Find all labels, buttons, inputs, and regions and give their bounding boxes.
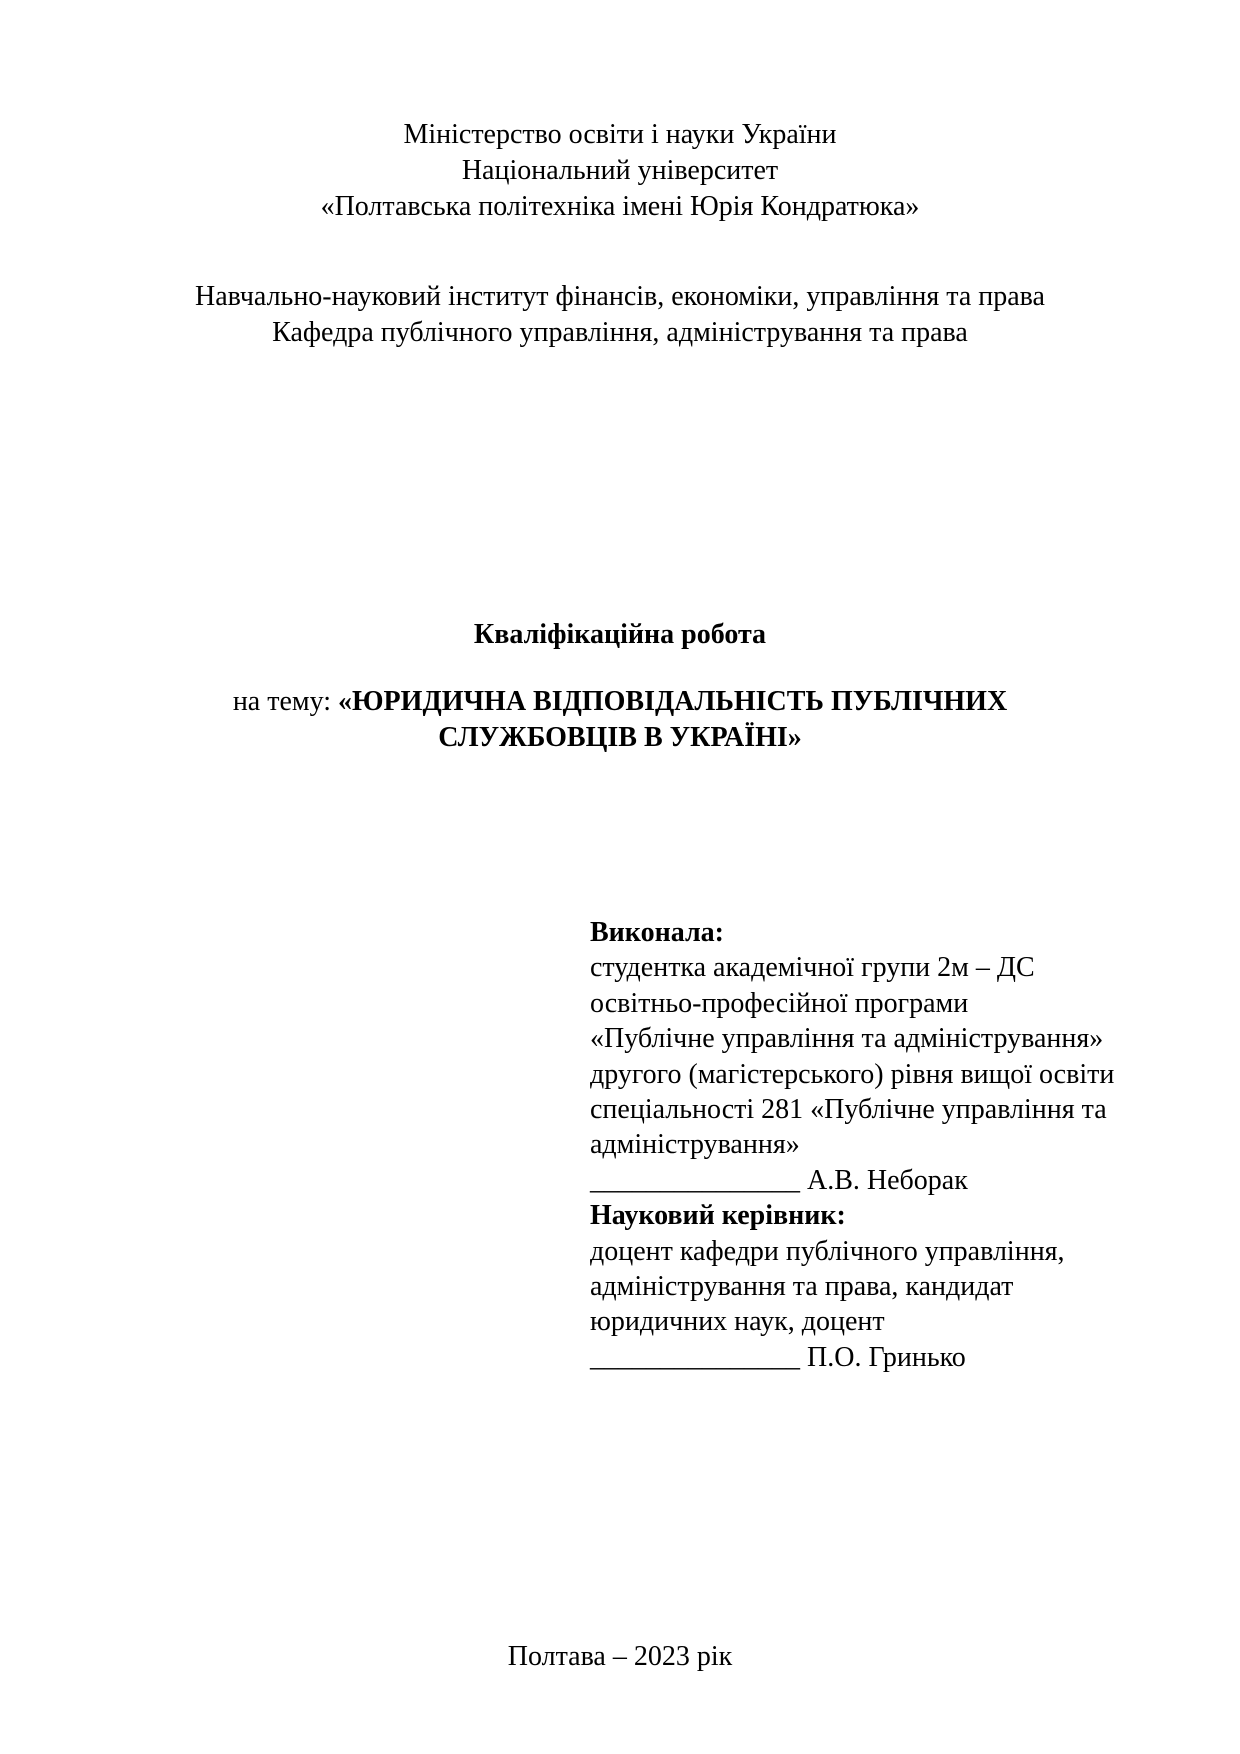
city-year: Полтава – 2023 рік <box>507 1641 733 1672</box>
author-signature: _______________ А.В. Неборак <box>590 1164 968 1196</box>
topic-block <box>0 684 1240 756</box>
work-type-label: Кваліфікаційна робота <box>473 619 767 650</box>
supervisor-line: адміністрування та права, кандидат <box>590 1271 1014 1303</box>
supervisor-signature: _______________ П.О. Гринько <box>590 1341 966 1373</box>
author-label: Виконала: <box>590 917 724 948</box>
footer <box>0 1639 1240 1675</box>
university-name-line1: Національний університет <box>461 155 779 186</box>
authors-block <box>590 915 1210 1375</box>
author-line: другого (магістерського) рівня вищої освіти <box>590 1058 1115 1090</box>
institute-name: Навчально-науковий інститут фінансів, економіки, управління та права <box>195 281 1045 312</box>
author-line: «Публічне управління та адміністрування» <box>590 1023 1104 1055</box>
supervisor-line: юридичних наук, доцент <box>590 1306 885 1338</box>
supervisor-line: доцент кафедри публічного управління, <box>590 1235 1065 1267</box>
supervisor-label: Науковий керівник: <box>590 1200 846 1232</box>
author-line: спеціальності 281 «Публічне управління та <box>590 1094 1107 1126</box>
institute-block <box>0 279 1240 351</box>
topic-prefix: на тему: <box>232 686 339 717</box>
topic-title-line1: «ЮРИДИЧНА ВІДПОВІДАЛЬНІСТЬ ПУБЛІЧНИХ <box>338 686 1008 717</box>
university-name-line2: «Полтавська політехніка імені Юрія Кондратюка» <box>320 191 920 222</box>
work-type <box>0 617 1240 653</box>
author-line: освітньо-професійної програми <box>590 987 969 1019</box>
header-block <box>0 117 1240 225</box>
topic-title-line2: СЛУЖБОВЦІВ В УКРАЇНІ» <box>438 722 802 753</box>
ministry-name: Міністерство освіти і науки України <box>403 119 837 150</box>
author-line: адміністрування» <box>590 1129 800 1161</box>
topic-line1 <box>0 684 1240 720</box>
author-line: студентка академічної групи 2м – ДС <box>590 952 1035 984</box>
department-name: Кафедра публічного управління, адміністрування та права <box>272 317 968 348</box>
